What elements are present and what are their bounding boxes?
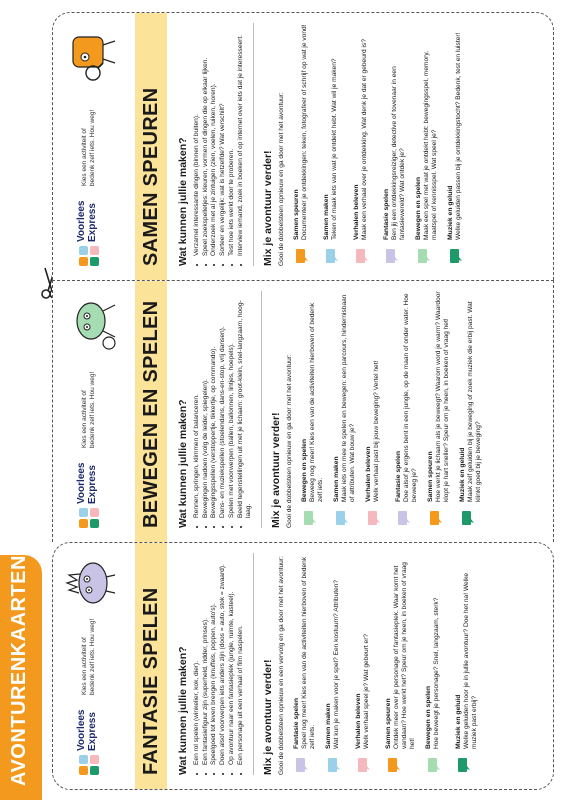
activity-name: Bewegen en spelen — [414, 176, 422, 240]
activity-text: Welke geluiden hoor je in jullie avontuur? Doe het na! Welke muziek past erbij? — [462, 572, 478, 749]
activity-item — [455, 553, 479, 775]
activity-name: Fantasie spelen — [382, 189, 390, 240]
speech-bubble-icon — [417, 248, 431, 264]
idea-list — [193, 291, 253, 518]
card-body — [177, 23, 477, 266]
divider — [253, 23, 254, 266]
card-body — [177, 553, 487, 775]
list-item: • Op avontuur naar een fantasieplek (jungle, ruimte, kasteel). — [228, 553, 236, 765]
list-item: • Onderzoek met al je zintuigen (zien, voelen, ruiken, horen). — [210, 23, 218, 256]
activity-item — [325, 553, 347, 775]
activity-name: Bewegen en spelen — [424, 685, 432, 749]
activity-name: Bewegen en spelen — [301, 438, 309, 502]
activity-item — [293, 23, 315, 266]
card-bewegen-en-spelen — [52, 280, 554, 542]
activity-item — [415, 23, 439, 266]
activity-name: Fantasie spelen — [395, 451, 403, 502]
activity-item — [365, 291, 387, 528]
speech-bubble-icon — [295, 757, 309, 773]
activity-name: Samen maken — [333, 456, 341, 502]
activity-text: Hoe werkt je lichaam als je beweegt? Waarom word je warm? Waardoor klopt je hart sneller? Speur om je heen, in boeken of vraag het! — [435, 291, 451, 502]
activity-item — [353, 23, 375, 266]
monster-illustration — [63, 293, 119, 355]
list-item: • Dans- en muziekspellen (stoelendans, dans-en-stop, vrij dansen). — [219, 291, 227, 518]
activity-name: Verhalen beleven — [354, 693, 362, 749]
activity-name: Samen maken — [324, 703, 332, 749]
activity-text: Doe alsof je ergens bent in een jungle, op de maan of onder water. Hoe beweeg je? — [403, 293, 419, 502]
slogan: Kies een activiteit of bedenk zelf iets. Hou weg! — [81, 109, 96, 186]
activity-item — [385, 553, 417, 775]
activity-item — [333, 291, 357, 528]
activity-name: Samen maken — [322, 194, 330, 240]
category-tab — [0, 555, 42, 800]
voorlees-express-logo: Voorlees Express — [75, 715, 107, 775]
section-heading: Wat kunnen jullie maken? — [177, 399, 189, 528]
card-title: FANTASIE SPELEN — [140, 587, 162, 775]
idea-list — [193, 23, 245, 256]
list-item: • Speel zoekspelletjes: kleuren, vormen of dingen die op elkaar lijken. — [202, 23, 210, 256]
card-title: BEWEGEN EN SPELEN — [140, 300, 162, 528]
list-item: • Doen alsof voorwerpen iets anders zijn (doos = auto, stok = zwaard). — [219, 553, 227, 765]
card-samen-speuren — [52, 12, 554, 280]
activity-item — [293, 553, 317, 775]
card-body — [177, 291, 491, 528]
list-item: • Speelgoed tot leven brengen (knuffels, poppen, auto's). — [210, 553, 218, 765]
activity-text: Wat kun je maken voor je spel? Een kostuum? Attributen? — [332, 579, 340, 749]
card-fantasie-spelen — [52, 542, 554, 790]
speech-bubble-icon — [387, 757, 401, 773]
card-header — [63, 291, 133, 528]
activity-name: Muziek en geluid — [454, 694, 462, 749]
speech-bubble-icon — [429, 510, 443, 526]
activity-item — [395, 291, 419, 528]
activity-name: Muziek en geluid — [459, 447, 467, 502]
activity-item — [447, 23, 469, 266]
list-item: • Interview iemand, zoek in boeken of op internet over iets dat je interesseert. — [237, 23, 245, 256]
monster-illustration — [63, 25, 119, 87]
speech-bubble-icon — [327, 757, 341, 773]
speech-bubble-icon — [325, 248, 339, 264]
activity-text: Welk verhaal past bij jouw beweging? Vertel het! — [373, 360, 381, 502]
speech-bubble-icon — [357, 757, 371, 773]
activity-name: Verhalen beleven — [365, 446, 373, 502]
list-item: • Verzamel interessante dingen (binnen of buiten). — [193, 23, 201, 256]
speech-bubble-icon — [457, 757, 471, 773]
activity-item — [427, 291, 451, 528]
speech-bubble-icon — [385, 248, 399, 264]
activity-name: Samen speuren — [292, 189, 300, 240]
activity-text: Hoe beweegt je personage? Snel, langzaam, sterk? — [432, 597, 440, 749]
section-heading: Wat kunnen jullie maken? — [177, 646, 189, 775]
slogan: Kies een activiteit of bedenk zelf iets. Hou weg! — [81, 371, 96, 448]
activity-name: Samen speuren — [384, 698, 392, 749]
mix-intro: Gooi de dobbelsteen opnieuw en een vervolg en ga door met het avontuur: — [277, 556, 285, 775]
voorlees-express-logo: Voorlees Express — [75, 206, 107, 266]
activity-text: Maak een spel met wat je ontdekt hebt: bewegingsspel, memory, maatspel of kennisspel. Wat speel je? — [422, 51, 438, 240]
activity-text: Documenteer je ontdekkingen: teken, fotografeer of schrijf op wat je vond! — [300, 24, 308, 240]
activity-name: Muziek en geluid — [446, 185, 454, 240]
list-item: • Beeld tegenstellingen uit met je lichaam: groot-klein, snel-langzaam, hoog-laag. — [237, 291, 253, 518]
card-title-bar — [135, 13, 167, 280]
monster-illustration — [63, 555, 119, 617]
speech-bubble-icon — [303, 510, 317, 526]
activity-name: Samen speuren — [427, 451, 435, 502]
activity-name: Fantasie spelen — [292, 698, 300, 749]
list-item: • Rennen, springen, klimmen of balanceren. — [193, 291, 201, 518]
idea-list — [193, 553, 245, 765]
mix-intro: Gooi de dobbelsteen opnieuw en ga door met het avontuur: — [285, 354, 293, 528]
activity-name: Verhalen beleven — [352, 184, 360, 240]
activity-text: Welk verhaal speel je? Wat gebeurt er? — [362, 633, 370, 749]
section-heading: Mix je avontuur verder! — [269, 412, 282, 528]
card-title: SAMEN SPEUREN — [140, 87, 162, 266]
list-item: • Bewegingsspellen (verstoppertje, tikkertje, op commando). — [210, 291, 218, 518]
activity-text: Maak zelf geluiden bij je beweging of zoek muziek die erbij past. Wat klinkt goed bij je beweging? — [467, 301, 483, 502]
card-header — [63, 553, 133, 775]
activity-item — [459, 291, 483, 528]
section-heading: Wat kunnen jullie maken? — [177, 137, 189, 266]
speech-bubble-icon — [295, 248, 309, 264]
activity-item — [301, 291, 325, 528]
activity-text: Speel nog meer! Kies een van de activiteiten hierboven of bedenk zelf iets. — [300, 556, 316, 749]
card-title-bar — [135, 543, 167, 789]
speech-bubble-icon — [397, 510, 411, 526]
list-item: • Test hoe iets werkt door te proberen. — [228, 23, 236, 256]
list-item: • Bewegingen nadoen (volg de leider, spiegelen). — [202, 291, 210, 518]
divider — [261, 291, 262, 528]
mix-intro: Gooi de dobbelsteen opnieuw en ga door met het avontuur: — [277, 92, 285, 266]
activity-text: Welke geluiden passen bij je ontdekkingstocht? Bedenk, test en luister! — [454, 32, 462, 240]
speech-bubble-icon — [427, 757, 441, 773]
tab-label: AVONTURENKAARTEN — [8, 555, 30, 786]
speech-bubble-icon — [335, 510, 349, 526]
divider — [253, 553, 254, 775]
section-heading: Mix je avontuur verder! — [261, 659, 274, 775]
speech-bubble-icon — [355, 248, 369, 264]
list-item: • Sorteer en vergelijk: wat is hetzelfde? Wat verschilt? — [219, 23, 227, 256]
speech-bubble-icon — [461, 510, 475, 526]
speech-bubble-icon — [449, 248, 463, 264]
list-item: • Een rol spelen (winkelier, kok, dier). — [193, 553, 201, 765]
card-header — [63, 23, 133, 266]
activity-item — [355, 553, 377, 775]
slogan: Kies een activiteit of bedenk zelf iets. Hou weg! — [81, 618, 96, 695]
activity-item — [323, 23, 345, 266]
voorlees-express-logo: Voorlees Express — [75, 468, 107, 528]
activity-item — [383, 23, 407, 266]
activity-text: Beweeg nog meer! Kies een van de activiteiten hierboven of bedenk zelf iets. — [309, 302, 325, 502]
activity-text: Maak een verhaal over je ontdekking. Wat denk je dat er gebeurd is? — [360, 39, 368, 240]
activity-text: Teken of maak iets van wat je ontdekt hebt. Wat wil je maken? — [330, 58, 338, 240]
activity-text: Ben jij een ontdekkingsreiziger, detective of tovenaar in een fantasiewereld? Wat ontdek je? — [390, 66, 406, 240]
activity-text: Ontdek meer over je personage of fantasieplek. Waar komt het vandaan? Hoe werkt het? Speur om je heen, in boeken of vraag het! — [392, 562, 416, 749]
section-heading: Mix je avontuur verder! — [261, 150, 274, 266]
list-item: • Een fantasiefiguur zijn (superheld, ridder, prinses). — [202, 553, 210, 765]
speech-bubble-icon — [367, 510, 381, 526]
activity-item — [425, 553, 447, 775]
card-title-bar — [135, 281, 167, 542]
activity-text: Maak iets om mee te spelen en bewegen: een parcours, hindernisbaan of attributen. Wat bouw je? — [341, 294, 357, 502]
list-item: • Een personage uit een verhaal of film naspelen. — [237, 553, 245, 765]
list-item: • Spelen met voorwerpen (ballen, ballonnen, lintjes, hoepels). — [228, 291, 236, 518]
